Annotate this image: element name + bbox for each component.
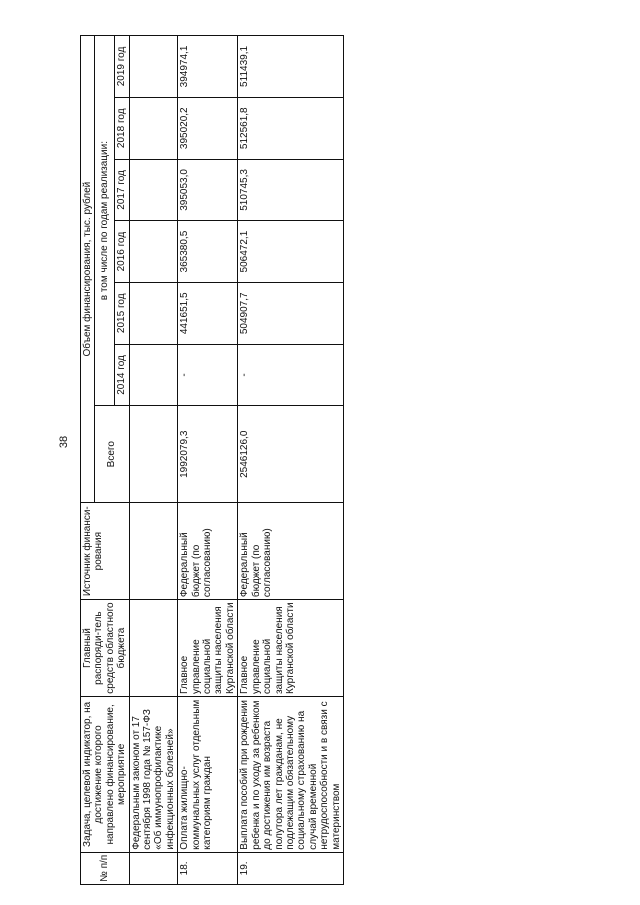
row-year-value: 365380,5 [178,221,238,283]
row-manager: Главное управление социальной защиты населения Курганской области [178,600,238,697]
row-total: 2546126,0 [238,406,344,503]
row-source: Федеральный бюджет (по согласованию) [178,503,238,600]
header-num: № п/п [81,852,130,884]
header-task: Задача, целевой индикатор, на достижение которого направлено финансирование, мероприятие [81,697,130,853]
row-year-value [129,221,178,283]
header-year: 2019 год [115,36,129,98]
row-year-value: - [178,344,238,406]
table-row [238,36,344,885]
row-source: Федеральный бюджет (по согласованию) [238,503,344,600]
header-manager: Главный распоряди-тель средств областного бюджета [81,600,130,697]
row-year-value [129,97,178,159]
row-year-value: 441651,5 [178,282,238,344]
row-task: Федеральным законом от 17 сентября 1998 года № 157-ФЗ «Об иммунопрофилактике инфекционных болезней» [129,697,178,853]
header-year: 2014 год [115,344,129,406]
row-year-value [129,36,178,98]
row-task: Оплата жилищно-коммунальных услуг отдельным категориям граждан [178,697,238,853]
row-year-value [129,282,178,344]
row-num [129,852,178,884]
row-source [129,503,178,600]
page-number: 38 [58,435,70,449]
header-year: 2016 год [115,221,129,283]
row-year-value: 510745,3 [238,159,344,221]
row-manager [129,600,178,697]
row-num: 19. [238,852,344,884]
row-year-value: 395020,2 [178,97,238,159]
row-year-value: 511439,1 [238,36,344,98]
financing-table [80,35,344,885]
row-year-value: 504907,7 [238,282,344,344]
row-year-value [129,159,178,221]
row-year-value [129,344,178,406]
row-year-value: 506472,1 [238,221,344,283]
row-year-value: 394974,1 [178,36,238,98]
row-manager: Главное управление социальной защиты населения Курганской области [238,600,344,697]
row-total [129,406,178,503]
row-task: Выплата пособий при рождении ребенка и по уходу за ребенком до достижения им возраста полутора лет гражданам, не подлежащим обязательному социальному страхованию на случай временной нетрудоспособности и в связи с материнством [238,697,344,853]
rotated-page [80,35,560,885]
header-volume: Объем финансирования, тыс. рублей [81,36,95,503]
header-year: 2017 год [115,159,129,221]
header-year: 2015 год [115,282,129,344]
header-total: Всего [95,406,129,503]
table-row [178,36,238,885]
row-year-value: 395053,0 [178,159,238,221]
row-num: 18. [178,852,238,884]
row-year-value: 512561,8 [238,97,344,159]
header-by-years: в том числе по годам реализации: [95,36,115,406]
table-row [129,36,178,885]
row-year-value: - [238,344,344,406]
header-year: 2018 год [115,97,129,159]
row-total: 1992079,3 [178,406,238,503]
header-source: Источник финанси-рования [81,503,130,600]
